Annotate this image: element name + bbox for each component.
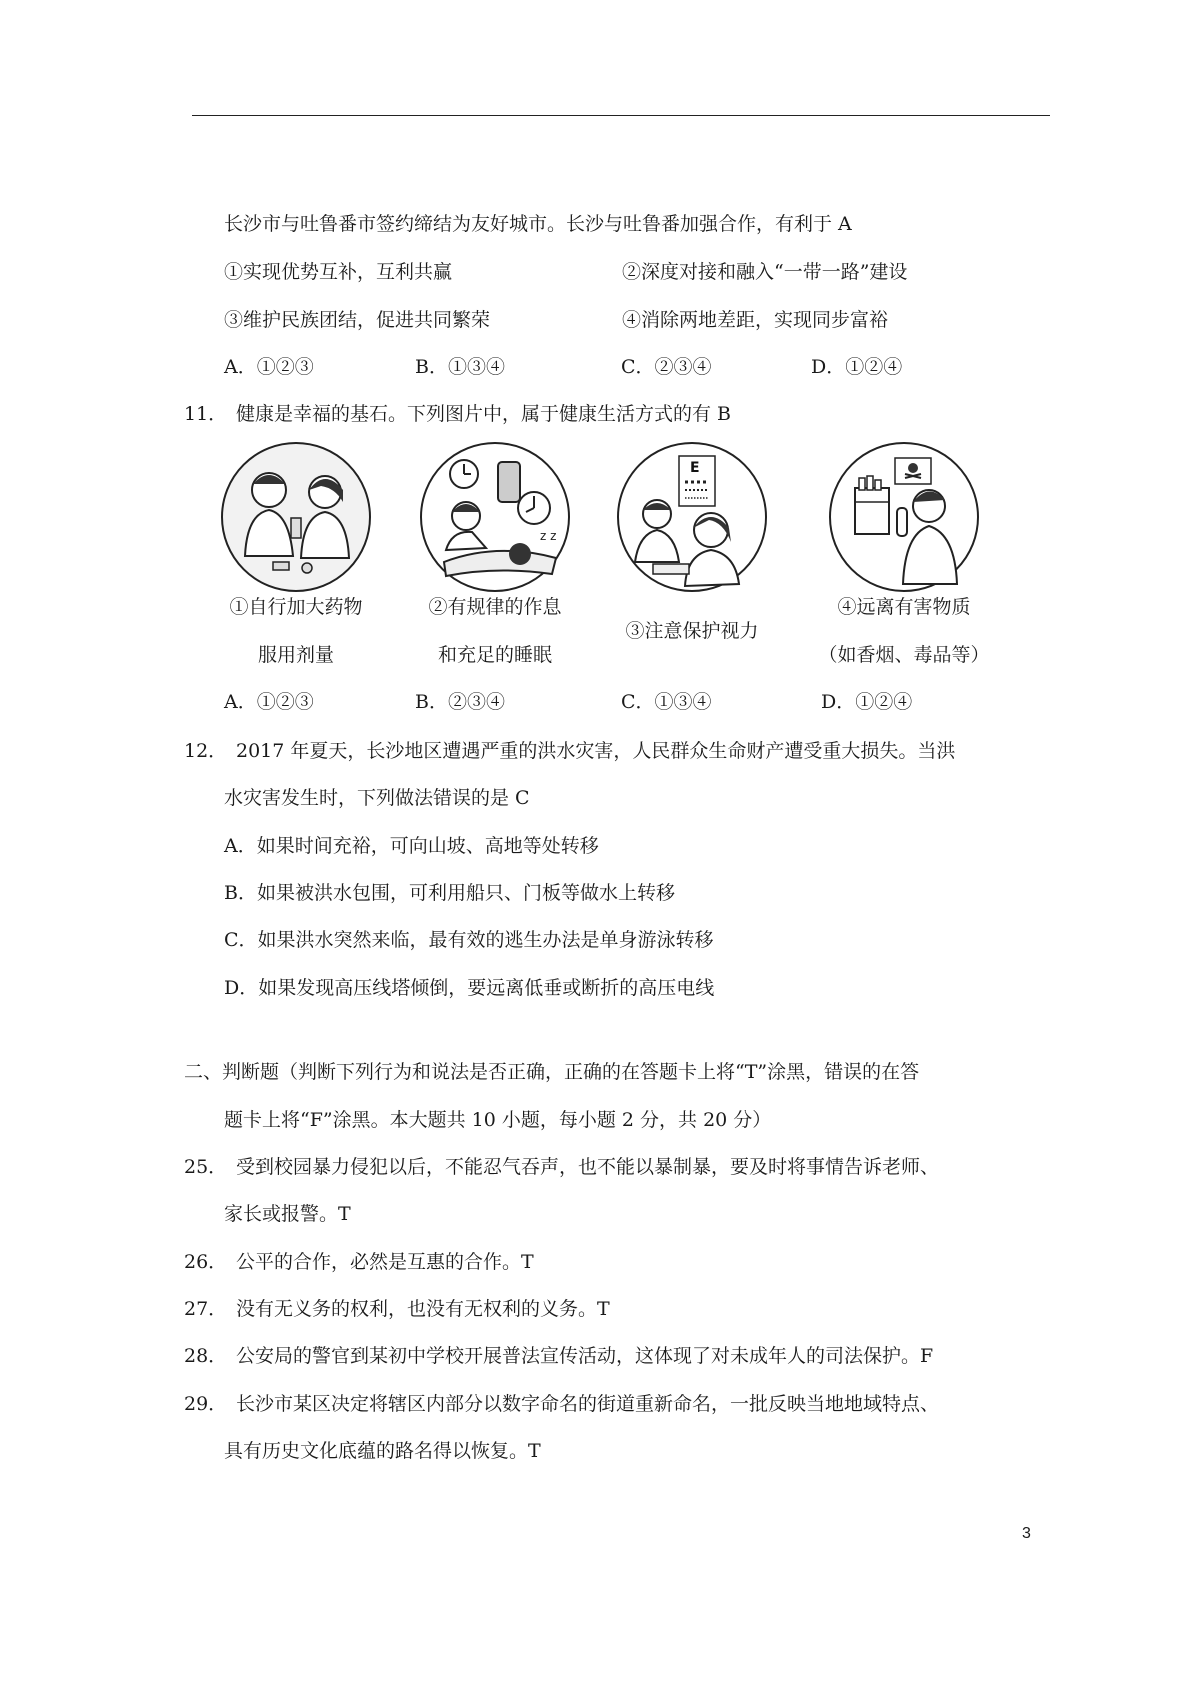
page-number: 3 — [1022, 1525, 1031, 1542]
judgment-29-number: 29． — [184, 1393, 228, 1415]
caption-2-line-2: 和充足的睡眠 — [437, 644, 552, 666]
q12-stem-line-2: 水灾害发生时，下列做法错误的是 C — [224, 787, 530, 809]
caption-4-line-2: （如香烟、毒品等） — [818, 644, 990, 666]
q10-option-b: B．①③④ — [415, 356, 505, 378]
judgment-29-text: 长沙市某区决定将辖区内部分以数字命名的街道重新命名，一批反映当地地域特点、 — [236, 1393, 940, 1415]
q10-option-c: C．②③④ — [621, 356, 712, 378]
q12-stem-line-1 — [184, 739, 955, 763]
eye-chart-illustration — [613, 438, 771, 596]
medicine-boy-girl-illustration — [217, 438, 375, 596]
q11-option-d: D．①②④ — [821, 691, 913, 713]
section2-title-line-1: 二、判断题（判断下列行为和说法是否正确，正确的在答题卡上将“T”涂黑，错误的在答 — [184, 1061, 920, 1083]
caption-3-line-1: ③注意保护视力 — [625, 620, 759, 642]
sleep-clock-illustration — [416, 438, 574, 596]
judgment-26-text: 公平的合作，必然是互惠的合作。T — [236, 1251, 534, 1273]
q10-stem: 长沙市与吐鲁番市签约缔结为友好城市。长沙与吐鲁番加强合作，有利于 A — [224, 213, 852, 235]
q11-number: 11． — [184, 403, 228, 425]
judgment-26 — [184, 1250, 534, 1274]
q10-item-4: ④消除两地差距，实现同步富裕 — [622, 309, 889, 331]
q12-option-c: C．如果洪水突然来临，最有效的逃生办法是单身游泳转移 — [224, 929, 714, 951]
judgment-27-number: 27． — [184, 1298, 228, 1320]
judgment-26-number: 26． — [184, 1251, 228, 1273]
header-rule — [192, 115, 1050, 116]
q10-item-2: ②深度对接和融入“一带一路”建设 — [622, 261, 908, 283]
refuse-cigarettes-illustration — [825, 438, 983, 596]
judgment-28-text: 公安局的警官到某初中学校开展普法宣传活动，这体现了对未成年人的司法保护。F — [236, 1345, 934, 1367]
judgment-25-number: 25． — [184, 1156, 228, 1178]
q12-option-b: B．如果被洪水包围，可利用船只、门板等做水上转移 — [224, 882, 675, 904]
caption-1-line-1: ①自行加大药物 — [229, 596, 363, 618]
q11-stem-text: 健康是幸福的基石。下列图片中，属于健康生活方式的有 B — [236, 403, 732, 425]
judgment-25-line-2: 家长或报警。T — [224, 1203, 351, 1225]
eye-chart-letter: E — [690, 460, 700, 476]
q12-option-d: D．如果发现高压线塔倾倒，要远离低垂或断折的高压电线 — [224, 977, 715, 999]
q12-number: 12． — [184, 740, 228, 762]
q10-option-d: D．①②④ — [811, 356, 903, 378]
q10-item-1: ①实现优势互补，互利共赢 — [224, 261, 453, 283]
q11-stem — [184, 402, 731, 426]
judgment-27-text: 没有无义务的权利，也没有无权利的义务。T — [236, 1298, 610, 1320]
q11-option-c: C．①③④ — [621, 691, 712, 713]
judgment-28-number: 28． — [184, 1345, 228, 1367]
judgment-27 — [184, 1297, 610, 1321]
caption-4-line-1: ④远离有害物质 — [837, 596, 971, 618]
q10-options — [224, 355, 1024, 379]
q10-option-a: A．①②③ — [224, 356, 314, 378]
judgment-25-line-1 — [184, 1155, 939, 1179]
judgment-25-text: 受到校园暴力侵犯以后，不能忍气吞声，也不能以暴制暴，要及时将事情告诉老师、 — [236, 1156, 940, 1178]
judgment-29-line-1 — [184, 1392, 939, 1416]
section2-title-line-2: 题卡上将“F”涂黑。本大题共 10 小题，每小题 2 分，共 20 分） — [224, 1109, 772, 1131]
q12-stem-text: 2017 年夏天，长沙地区遭遇严重的洪水灾害，人民群众生命财产遭受重大损失。当洪 — [236, 740, 956, 762]
q10-item-3: ③维护民族团结，促进共同繁荣 — [224, 309, 491, 331]
svg-text:z z: z z — [540, 529, 557, 543]
q12-option-a: A．如果时间充裕，可向山坡、高地等处转移 — [224, 835, 599, 857]
q11-option-a: A．①②③ — [224, 691, 314, 713]
judgment-29-line-2: 具有历史文化底蕴的路名得以恢复。T — [224, 1440, 541, 1462]
judgment-28 — [184, 1344, 933, 1368]
caption-2-line-1: ②有规律的作息 — [428, 596, 562, 618]
q11-option-b: B．②③④ — [415, 691, 505, 713]
q11-options — [224, 690, 1024, 714]
caption-1-line-2: 服用剂量 — [257, 644, 334, 666]
